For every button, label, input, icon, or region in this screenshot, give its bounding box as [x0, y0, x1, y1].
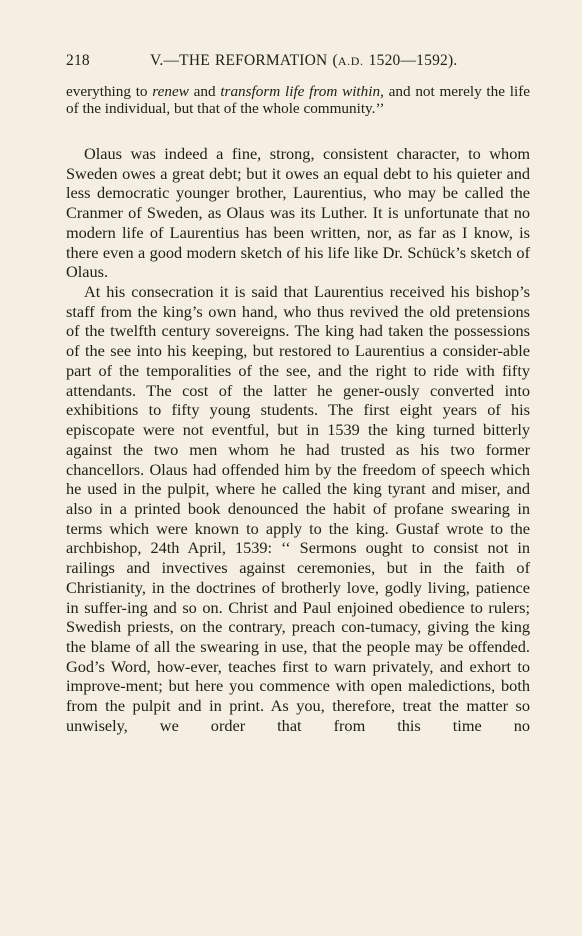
running-head-era: A.D. — [337, 54, 364, 68]
quote-italic-renew: renew — [152, 83, 189, 100]
quote-text-start: everything to — [66, 83, 153, 100]
body-text — [66, 144, 530, 736]
running-head-dates: 1520—1592). — [363, 52, 458, 69]
quote-text-end: , and not merely the life of the individual, but that of the whole community.’’ — [66, 83, 530, 117]
paragraph-olaus-character: Olaus was indeed a fine, strong, consistent character, to whom Sweden owes a great debt; but it owes an equal debt to his quieter and less democratic younger brother, Laurentius, who may be called the Cranmer of Sweden, as Olaus was its Luther. It is unfortunate that no modern life of Laurentius has been written, nor, as far as I know, is there even a good modern sketch of his life like Dr. Schück’s sketch of Olaus. — [66, 144, 530, 282]
page-header — [66, 51, 530, 71]
quote-italic-transform: transform life from within — [220, 83, 381, 100]
running-head-title: V.—THE REFORMATION ( — [150, 52, 338, 69]
running-head — [150, 51, 457, 71]
paragraph-laurentius-consecration: At his consecration it is said that Laurentius received his bishop’s staff from the king’s own hand, who thus revived the old pretensions of the twelfth century sovereigns. The king had taken the possessions of the see into his keeping, but restored to Laurentius a consider-able part of the temporalities of the see, and the right to ride with fifty attendants. The cost of the latter he gener-ously converted into exhibitions to fifty young students. The first eight years of his episcopate were not eventful, but in 1539 the king turned bitterly against the two men whom he had trusted as his two former chancellors. Olaus had offended him by the freedom of speech which he used in the pulpit, where he called the king tyrant and miser, and also in a printed book denounced the habit of profane swearing in terms which were known to apply to the king. Gustaf wrote to the archbishop, 24th April, 1539: ‘‘ Sermons ought to consist not in railings and invectives against ceremonies, but in the faith of Christianity, in the doctrines of brotherly love, godly living, patience in suffer-ing and so on. Christ and Paul enjoined obedience to rulers; Swedish priests, on the contrary, preach con-tumacy, giving the king the blame of all the swearing in use, that the people may be offended. God’s Word, how-ever, teaches first to warn privately, and exhort to improve-ment; but here you commence with open maledictions, both from the pulpit and in print. As you, therefore, treat the matter so unwisely, we order that from this time no — [66, 282, 530, 735]
quote-continuation — [66, 83, 530, 117]
quote-text-and: and — [188, 83, 221, 100]
page-number: 218 — [66, 52, 90, 69]
